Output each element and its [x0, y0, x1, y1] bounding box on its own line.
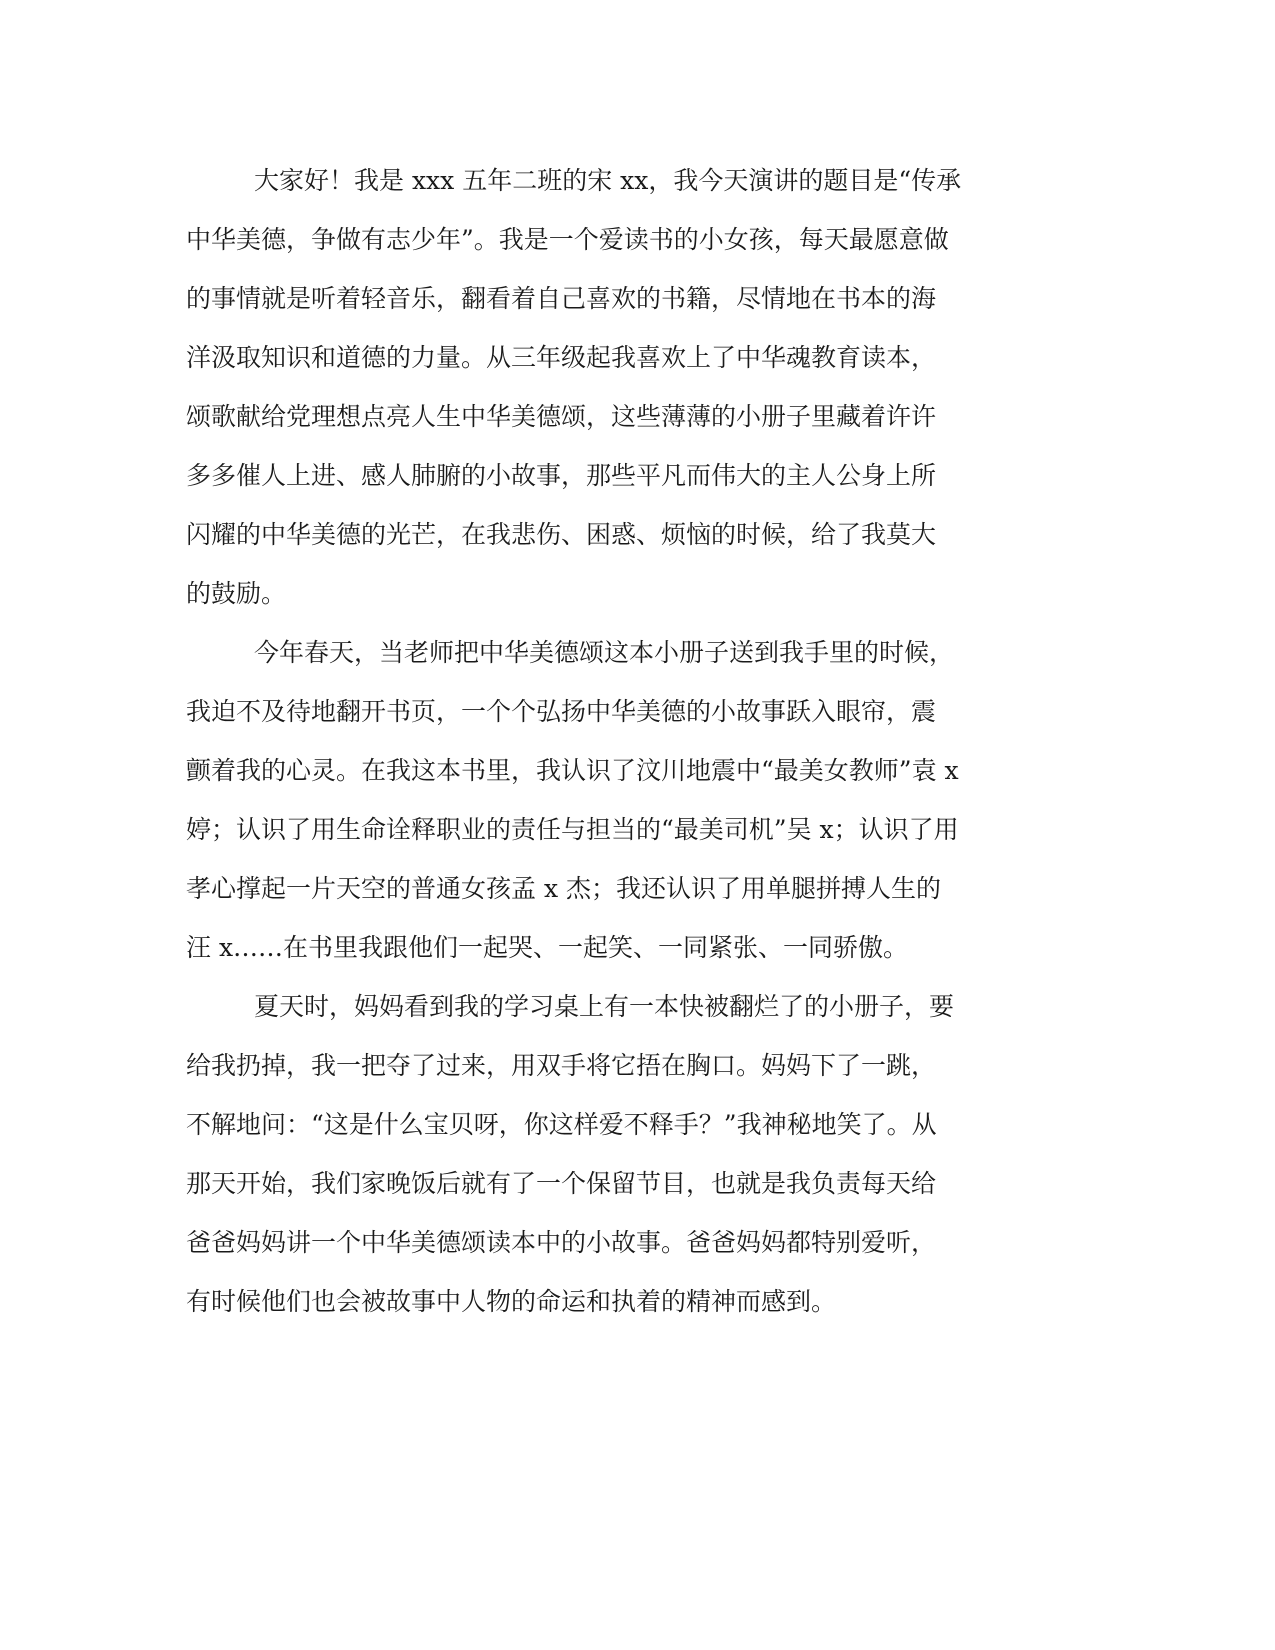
paragraph-3-line-6: 有时候他们也会被故事中人物的命运和执着的精神而感到。	[186, 1287, 837, 1316]
paragraph-2-line-6: 汪 x……在书里我跟他们一起哭、一起笑、一同紧张、一同骄傲。	[186, 933, 909, 962]
paragraph-1-line-4: 洋汲取知识和道德的力量。从三年级起我喜欢上了中华魂教育读本，	[186, 343, 937, 372]
paragraph-2-line-3: 颤着我的心灵。在我这本书里，我认识了汶川地震中“最美女教师”袁 x	[186, 756, 959, 785]
paragraph-3-line-2: 给我扔掉，我一把夺了过来，用双手将它捂在胸口。妈妈下了一跳，	[186, 1051, 937, 1080]
paragraph-2-line-4: 婷；认识了用生命诠释职业的责任与担当的“最美司机”吴 x；认识了用	[186, 815, 959, 844]
paragraph-1-line-3: 的事情就是听着轻音乐，翻看着自己喜欢的书籍，尽情地在书本的海	[186, 284, 937, 313]
paragraph-1-line-5: 颂歌献给党理想点亮人生中华美德颂，这些薄薄的小册子里藏着许许	[186, 402, 937, 431]
paragraph-1-line-1: 大家好！我是 xxx 五年二班的宋 xx，我今天演讲的题目是“传承	[254, 166, 962, 195]
paragraph-1-line-7: 闪耀的中华美德的光芒，在我悲伤、困惑、烦恼的时候，给了我莫大	[186, 520, 937, 549]
paragraph-1-line-2: 中华美德，争做有志少年”。我是一个爱读书的小女孩，每天最愿意做	[186, 225, 949, 254]
paragraph-3-line-5: 爸爸妈妈讲一个中华美德颂读本中的小故事。爸爸妈妈都特别爱听，	[186, 1228, 937, 1257]
paragraph-1-line-8: 的鼓励。	[186, 579, 287, 608]
paragraph-1-line-6: 多多催人上进、感人肺腑的小故事，那些平凡而伟大的主人公身上所	[186, 461, 937, 490]
paragraph-3-line-3: 不解地问：“这是什么宝贝呀，你这样爱不释手？”我神秘地笑了。从	[186, 1110, 937, 1139]
paragraph-2-line-5: 孝心撑起一片天空的普通女孩孟 x 杰；我还认识了用单腿拼搏人生的	[186, 874, 941, 903]
paragraph-2-line-1: 今年春天，当老师把中华美德颂这本小册子送到我手里的时候，	[254, 638, 955, 667]
paragraph-2-line-2: 我迫不及待地翻开书页，一个个弘扬中华美德的小故事跃入眼帘，震	[186, 697, 937, 726]
paragraph-3-line-1: 夏天时，妈妈看到我的学习桌上有一本快被翻烂了的小册子，要	[254, 992, 955, 1021]
paragraph-3-line-4: 那天开始，我们家晚饭后就有了一个保留节目，也就是我负责每天给	[186, 1169, 937, 1198]
